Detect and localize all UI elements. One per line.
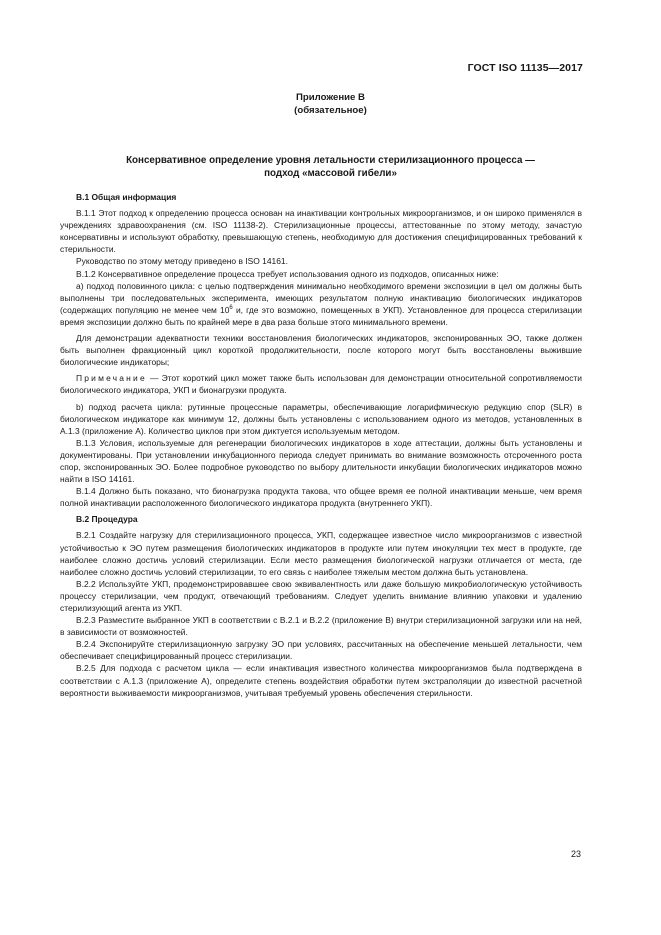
paragraph-b2-4: В.2.4 Экспонируйте стерилизационную загрузку ЭО при условиях, рассчитанных на обеспечение меньшей летальности, чем обеспечивает специфицированный процесс стерилизации. <box>60 639 582 662</box>
section-heading-b1: В.1 Общая информация <box>76 192 177 202</box>
annex-heading <box>0 92 661 117</box>
half-cycle-text-b: и, где это возможно, помещенных в УКП). Установленное для процесса стерилизации время экспозиции должно быть по крайней мере в два раза больше этого минимального времени. <box>60 304 582 327</box>
paragraph-b1-2: В.1.2 Консервативное определение процесса требует использования одного из подходов, описанных ниже: <box>76 268 499 279</box>
note <box>60 372 582 396</box>
paragraph-b1-1-guidance: Руководство по этому методу приведено в ISO 14161. <box>76 256 288 267</box>
document-title <box>60 154 601 180</box>
paragraph-b2-5: В.2.5 Для подхода с расчетом цикла — если инактивация известного количества микроорганизмов была подтверждена в соответствии с А.1.3 (приложение А), определите степень воздействия обработки путем экстраполяции до известной расчетной вероятности выживаемости микроорганизмов, учитывая требуемый уровень обеспечения стерильности. <box>60 663 582 698</box>
paragraph-b2-2: В.2.2 Используйте УКП, продемонстрировавшее свою эквивалентность или даже большую микробиологическую устойчивость процессу стерилизации, чем продукт, отвечающий требованиям. Следует уделить внимание влиянию упаковки и удалению стерилизующий агента из УКП. <box>60 578 582 613</box>
paragraph-b1-4: В.1.4 Должно быть показано, что бионагрузка продукта такова, что общее время ее полной инактивации меньше, чем время полной инактивации расположенного биологического индикатора продукта (внутреннего УКП). <box>60 486 582 509</box>
standard-code: ГОСТ ISO 11135—2017 <box>467 62 583 74</box>
document-body <box>60 191 582 699</box>
document-title-line2: подход «массовой гибели» <box>264 168 397 179</box>
paragraph-cycle-calculation: b) подход расчета цикла: рутинные процессные параметры, обеспечивающие логарифмическую редукцию спор (SLR) в биологическом индикаторе как минимум 12, должны быть установлены с использованием одного из методов, установленных в А.1.3 (приложение А). Количество циклов при этом диктуется используемым методом. <box>60 401 582 436</box>
note-label: Примечание <box>76 373 147 384</box>
paragraph-half-cycle <box>60 280 582 328</box>
document-title-line1: Консервативное определение уровня летальности стерилизационного процесса — <box>126 155 535 166</box>
half-cycle-exponent: 6 <box>229 305 233 312</box>
section-heading-b2: В.2 Процедура <box>76 514 138 525</box>
annex-title: Приложение В <box>296 92 365 103</box>
note-text: — Этот короткий цикл может также быть использован для демонстрации относительной сопротивляемости биологического индикатора, УКП и бионагрузки продукта. <box>60 373 582 396</box>
annex-status: (обязательное) <box>294 104 367 116</box>
page-number: 23 <box>570 849 581 859</box>
paragraph-b2-3: В.2.3 Разместите выбранное УКП в соответствии с В.2.1 и В.2.2 (приложение В) внутри стерилизационной загрузки или на ней, в зависимости от возможностей. <box>60 615 582 638</box>
paragraph-b2-1: В.2.1 Создайте нагрузку для стерилизационного процесса, УКП, содержащее известное число микроорганизмов с известной устойчивостью к ЭО путем размещения биологических индикаторов в продукте или путем инокуляции тех мест в продукте, где наиболее сложно достичь условий стерилизации. Если место размещения биологической нагрузки отличается от места, где наиболее сложно достичь условий стерилизации, то его связь с наиболее тяжелым местом должна быть установлена. <box>60 530 582 577</box>
paragraph-b1-3: В.1.3 Условия, используемые для регенерации биологических индикаторов в ходе аттестации, должны быть установлены и документированы. При установлении инкубационного периода следует принимать во внимание возможность отсроченного роста спор, экспонированных ЭО. Более подробное руководство по выбору длительности инкубации биологических индикаторов можно найти в ISO 14161. <box>60 437 582 485</box>
paragraph-fractional-cycle: Для демонстрации адекватности техники восстановления биологических индикаторов, экспонированных ЭО, также должен быть выполнен фракционный цикл короткой продолжительности, после которого могут быть восстановлены выжившие биологические индикаторы; <box>60 333 582 368</box>
half-cycle-text-a: а) подход половинного цикла: с целью подтверждения минимально необходимого времени экспозиции в цел ом должны быть выполнены три последовательных эксперимента, имеющих результатом полную инактивацию биологических индикаторов (содержащих популяцию не менее чем 10 <box>60 280 582 315</box>
paragraph-b1-1: В.1.1 Этот подход к определению процесса основан на инактивации контрольных микроорганизмов, и он широко применялся в учреждениях здравоохранения (см. ISO 11138-2). Стерилизационные процессы, аттестованные по этому методу, зачастую консервативны и используют обработку, превышающую степень, необходимую для достижения специфицированных требований к стерильности. <box>60 208 582 255</box>
